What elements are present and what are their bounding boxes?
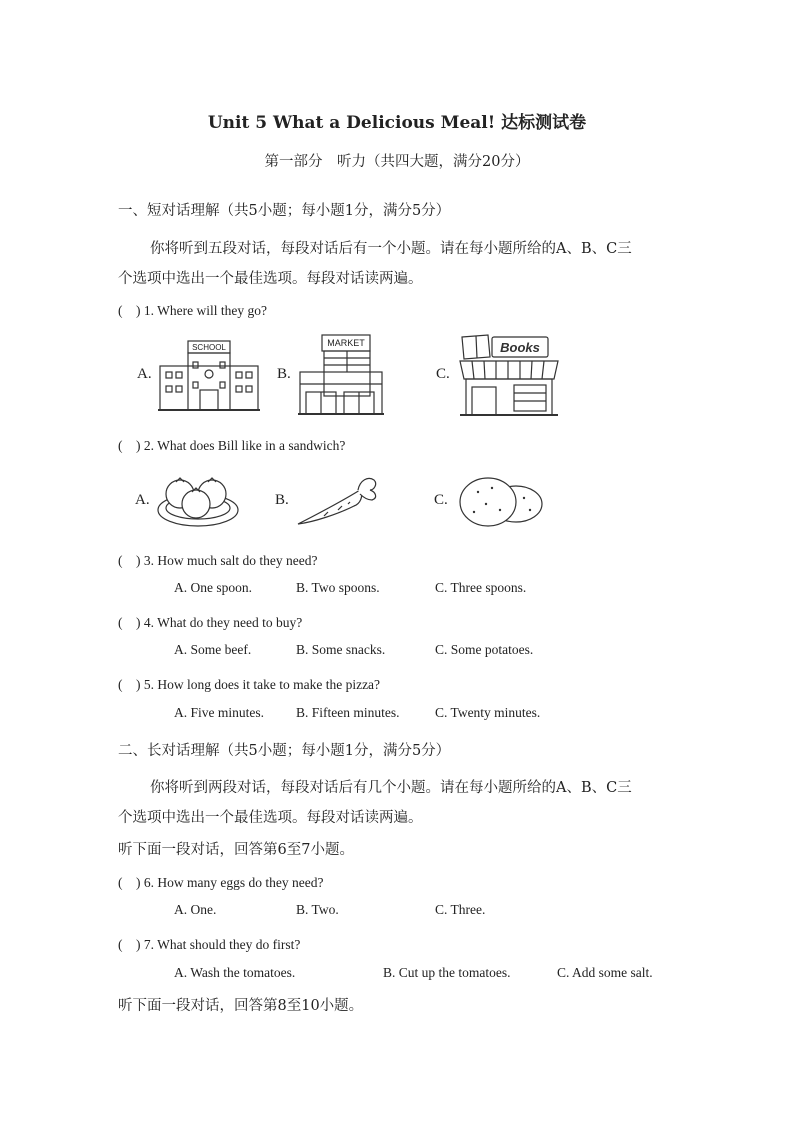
question-6: ( ) 6. How many eggs do they need?	[118, 875, 324, 890]
q4-option-c: C. Some potatoes.	[435, 642, 534, 657]
q5-option-a: A. Five minutes.	[174, 705, 264, 720]
q1-option-b-label: B.	[277, 366, 291, 382]
q7-option-b: B. Cut up the tomatoes.	[383, 965, 511, 980]
question-2: ( ) 2. What does Bill like in a sandwich?	[118, 438, 346, 453]
q2-option-c-label: C.	[434, 492, 448, 508]
q3-option-a: A. One spoon.	[174, 580, 252, 595]
section1-instruction-line2: 个选项中选出一个最佳选项。每段对话读两遍。	[118, 271, 423, 287]
q1-option-a-label: A.	[137, 366, 152, 382]
section2-instruction-line1: 你将听到两段对话，每段对话后有几个小题。请在每小题所给的A、B、C三	[150, 780, 632, 796]
question-1: ( ) 1. Where will they go?	[118, 303, 267, 318]
q4-option-a: A. Some beef.	[174, 642, 252, 657]
q3-option-c: C. Three spoons.	[435, 580, 527, 595]
bookstore-icon	[458, 333, 560, 417]
q6-option-a: A. One.	[174, 902, 217, 917]
dialog-2-instruction: 听下面一段对话，回答第8至10小题。	[118, 998, 364, 1014]
q4-option-b: B. Some snacks.	[296, 642, 386, 657]
q6-option-c: C. Three.	[435, 902, 486, 917]
q2-option-b-label: B.	[275, 492, 289, 508]
question-4: ( ) 4. What do they need to buy?	[118, 615, 303, 630]
potatoes-icon	[458, 474, 544, 530]
q6-option-b: B. Two.	[296, 902, 339, 917]
books-sign: Books	[500, 340, 540, 355]
market-sign: MARKET	[327, 338, 365, 348]
q1-option-c-label: C.	[436, 366, 450, 382]
q2-option-a-label: A.	[135, 492, 150, 508]
page-title: Unit 5 What a Delicious Meal! 达标测试卷	[207, 113, 587, 133]
q5-option-b: B. Fifteen minutes.	[296, 705, 400, 720]
q3-option-b: B. Two spoons.	[296, 580, 380, 595]
q5-option-c: C. Twenty minutes.	[435, 705, 541, 720]
part-heading: 第一部分 听力（共四大题，满分20分）	[264, 154, 530, 170]
q7-option-c: C. Add some salt.	[557, 965, 653, 980]
school-sign: SCHOOL	[192, 343, 226, 352]
section2-heading: 二、长对话理解（共5小题；每小题1分，满分5分）	[118, 743, 451, 759]
section1-heading: 一、短对话理解（共5小题；每小题1分，满分5分）	[118, 203, 451, 219]
section2-instruction-line2: 个选项中选出一个最佳选项。每段对话读两遍。	[118, 810, 423, 826]
question-3: ( ) 3. How much salt do they need?	[118, 553, 318, 568]
question-5: ( ) 5. How long does it take to make the pizza?	[118, 677, 381, 692]
question-7: ( ) 7. What should they do first?	[118, 937, 301, 952]
section1-instruction-line1: 你将听到五段对话，每段对话后有一个小题。请在每小题所给的A、B、C三	[150, 241, 632, 257]
dialog-1-instruction: 听下面一段对话，回答第6至7小题。	[118, 842, 354, 858]
carrot-icon	[294, 474, 380, 528]
tomatoes-icon	[156, 472, 240, 528]
school-building-icon	[158, 338, 260, 414]
market-building-icon	[296, 332, 386, 416]
q7-option-a: A. Wash the tomatoes.	[174, 965, 296, 980]
